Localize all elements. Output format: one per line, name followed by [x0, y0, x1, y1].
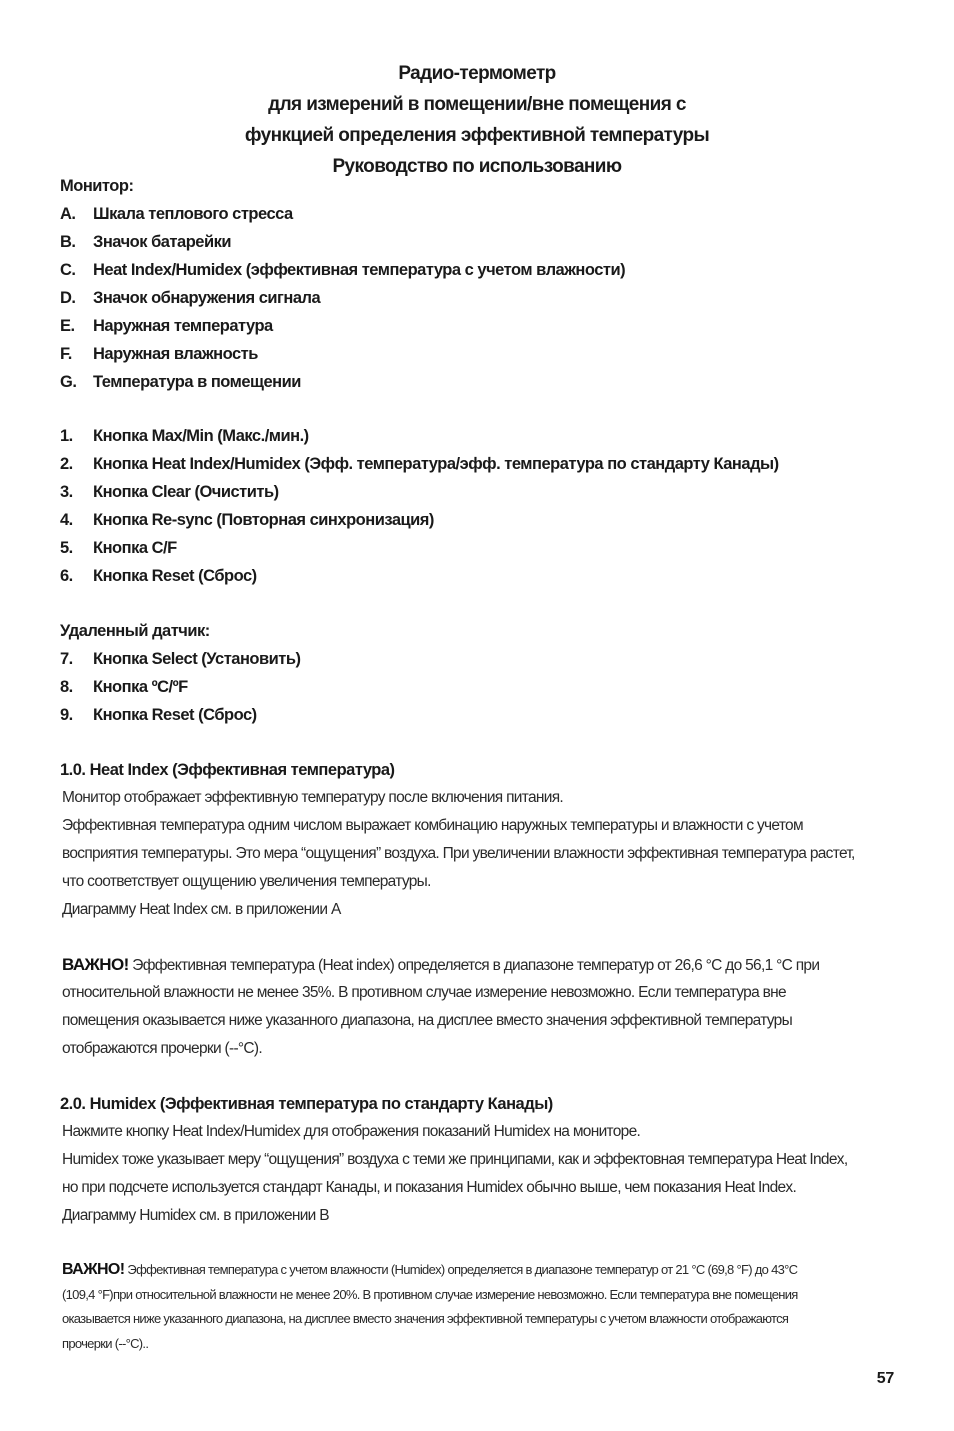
list-item	[60, 701, 900, 729]
list-item	[60, 422, 900, 450]
item-marker: 9.	[60, 706, 73, 724]
item-marker: A.	[60, 205, 76, 223]
item-text: Значок обнаружения сигнала	[93, 289, 321, 307]
title-line-2: для измерений в помещении/вне помещения с	[268, 94, 686, 115]
title-line-4: Руководство по использованию	[332, 156, 622, 177]
paragraph-line: Эффективная температура (Heat index) определяется в диапазоне температур от 26,6 °C до 56,1 °C при	[128, 957, 820, 974]
paragraph-line: оказывается ниже указанного диапазона, на дисплее вместо значения эффективной температуры с учетом влажности отображаются	[62, 1311, 789, 1326]
section-humidex-body	[62, 1118, 902, 1230]
item-marker: 7.	[60, 650, 73, 668]
item-text: Кнопка ºC/ºF	[93, 678, 188, 696]
remote-section	[60, 617, 900, 729]
section-humidex	[60, 1090, 900, 1118]
important-label: ВАЖНО!	[62, 1261, 125, 1278]
paragraph-line: что соответствует ощущению увеличения температуры.	[62, 873, 431, 890]
paragraph-line: (109,4 °F)при относительной влажности не менее 20%. В противном случае измерение невозможно. Если температура вне помещения	[62, 1286, 798, 1302]
item-text: Наружная температура	[93, 317, 273, 335]
paragraph-line: отображаются прочерки (--°C).	[62, 1040, 262, 1057]
item-marker: 3.	[60, 483, 73, 501]
list-item	[60, 645, 900, 673]
item-marker: 1.	[60, 427, 73, 445]
paragraph-line: Диаграмму Heat Index см. в приложении A	[62, 901, 341, 918]
title-line-3: функцией определения эффективной температуры	[244, 125, 710, 146]
paragraph-line: но при подсчете используется стандарт Канады, и показания Humidex обычно выше, чем показания Heat Index.	[62, 1179, 797, 1196]
item-text: Кнопка Clear (Очистить)	[93, 483, 279, 501]
monitor-buttons-list	[60, 422, 900, 590]
section-heading: 2.0. Humidex (Эффективная температура по стандарту Канады)	[60, 1095, 553, 1113]
item-text: Шкала теплового стресса	[93, 205, 293, 223]
monitor-section	[60, 172, 900, 396]
list-item	[60, 284, 900, 312]
item-marker: 2.	[60, 455, 73, 473]
item-text: Температура в помещении	[93, 373, 301, 391]
item-marker: E.	[60, 317, 75, 335]
important-note-humidex	[62, 1258, 902, 1356]
paragraph-line: восприятия температуры. Это мера “ощущения” воздуха. При увеличении влажности эффективная температура растет,	[62, 845, 855, 862]
important-note-heat-index	[62, 951, 902, 1063]
list-item	[60, 506, 900, 534]
list-item	[60, 312, 900, 340]
section-heat-index	[60, 756, 900, 784]
list-item	[60, 673, 900, 701]
item-text: Кнопка Reset (Сброс)	[93, 567, 257, 585]
item-marker: 4.	[60, 511, 73, 529]
section-heat-index-body	[62, 784, 902, 924]
paragraph-line: Нажмите кнопку Heat Index/Humidex для отображения показаний Humidex на мониторе.	[62, 1123, 641, 1140]
page-title	[0, 58, 954, 182]
paragraph-line: Эффективная температура одним числом выражает комбинацию наружных температуры и влажности с учетом	[62, 817, 803, 834]
item-marker: D.	[60, 289, 76, 307]
item-text: Кнопка Re-sync (Повторная синхронизация)	[93, 511, 434, 529]
paragraph-line: Диаграмму Humidex см. в приложении B	[62, 1207, 329, 1224]
item-marker: C.	[60, 261, 76, 279]
item-text: Кнопка C/F	[93, 539, 177, 557]
list-item	[60, 562, 900, 590]
section-heading: 1.0. Heat Index (Эффективная температура)	[60, 761, 395, 779]
remote-heading: Удаленный датчик:	[60, 622, 210, 640]
list-item	[60, 534, 900, 562]
title-line-1: Радио-термометр	[398, 63, 556, 84]
page-number: 57	[876, 1370, 894, 1387]
list-item	[60, 368, 900, 396]
monitor-heading: Монитор:	[60, 177, 134, 195]
item-text: Кнопка Heat Index/Humidex (Эфф. температура/эфф. температура по стандарту Канады)	[93, 455, 779, 473]
paragraph-line: Humidex тоже указывает меру “ощущения” воздуха с теми же принципами, как и эффектовная температура Heat Index,	[62, 1151, 848, 1168]
list-item	[60, 228, 900, 256]
list-item	[60, 200, 900, 228]
list-item	[60, 256, 900, 284]
paragraph-line: помещения оказывается ниже указанного диапазона, на дисплее вместо значения эффективной температуры	[62, 1012, 793, 1029]
list-item	[60, 478, 900, 506]
item-marker: B.	[60, 233, 76, 251]
paragraph-line: Эффективная температура с учетом влажности (Humidex) определяется в диапазоне температур от 21 °C (69,8 °F) до 43°C	[124, 1262, 798, 1277]
item-text: Наружная влажность	[93, 345, 258, 363]
paragraph-line: прочерки (--°C)..	[62, 1335, 149, 1351]
item-marker: F.	[60, 345, 72, 363]
important-label: ВАЖНО!	[62, 955, 129, 974]
item-text: Значок батарейки	[93, 233, 231, 251]
paragraph-line: относительной влажности не менее 35%. В противном случае измерение невозможно. Если температура вне	[62, 984, 786, 1001]
item-marker: G.	[60, 373, 77, 391]
item-text: Heat Index/Humidex (эффективная температура с учетом влажности)	[93, 261, 626, 279]
item-text: Кнопка Max/Min (Макс./мин.)	[93, 427, 309, 445]
item-marker: 8.	[60, 678, 73, 696]
list-item	[60, 340, 900, 368]
list-item	[60, 450, 900, 478]
item-text: Кнопка Reset (Сброс)	[93, 706, 257, 724]
item-text: Кнопка Select (Установить)	[93, 650, 301, 668]
paragraph-line: Монитор отображает эффективную температуру после включения питания.	[62, 789, 564, 806]
item-marker: 5.	[60, 539, 73, 557]
item-marker: 6.	[60, 567, 73, 585]
